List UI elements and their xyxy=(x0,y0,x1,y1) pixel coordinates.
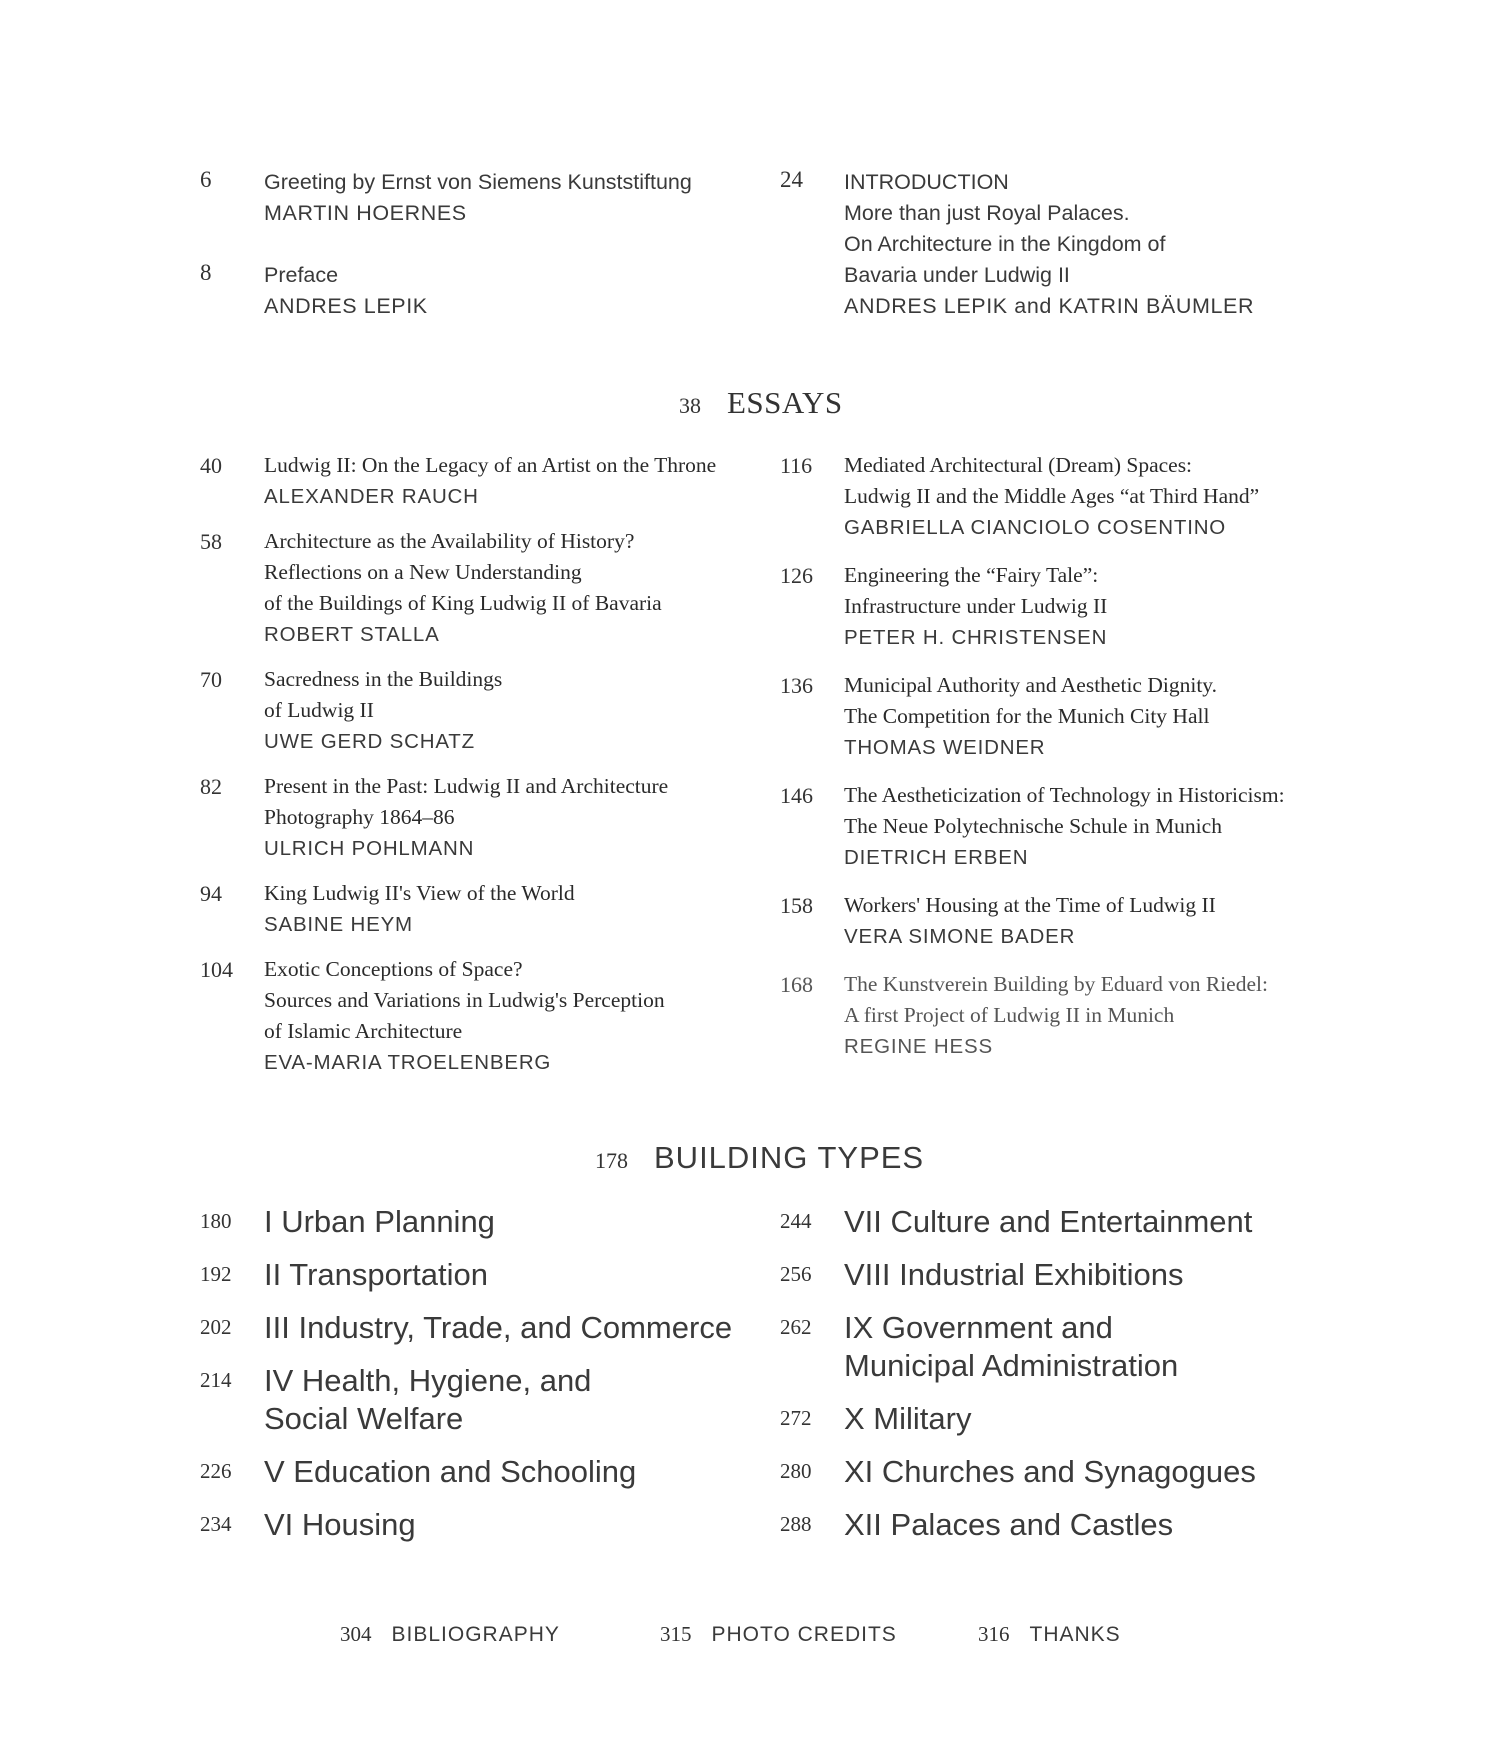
toc-entry[interactable] xyxy=(200,771,760,864)
page-number: 272 xyxy=(780,1406,812,1430)
toc-entry[interactable] xyxy=(200,450,760,512)
entry-title: of the Buildings of King Ludwig II of Bavaria xyxy=(264,591,662,615)
toc-entry[interactable] xyxy=(200,1362,760,1438)
entry-title: THANKS xyxy=(1029,1623,1121,1646)
page-number: 6 xyxy=(200,167,212,192)
entry-title: Sacredness in the Buildings xyxy=(264,667,503,691)
page-number: 226 xyxy=(200,1459,232,1483)
entry-author: UWE GERD SCHATZ xyxy=(264,730,475,753)
toc-entry[interactable] xyxy=(780,1256,1340,1294)
toc-entry[interactable] xyxy=(780,1506,1340,1544)
entry-title: VIII Industrial Exhibitions xyxy=(844,1257,1184,1292)
entry-title: Reflections on a New Understanding xyxy=(264,560,582,584)
section-title: BUILDING TYPES xyxy=(654,1140,925,1175)
entry-author: THOMAS WEIDNER xyxy=(844,736,1046,759)
page-number: 82 xyxy=(200,774,222,799)
entry-author: GABRIELLA CIANCIOLO COSENTINO xyxy=(844,516,1227,539)
page-number: 315 xyxy=(660,1622,692,1646)
entry-title: IV Health, Hygiene, and xyxy=(264,1363,592,1398)
toc-entry[interactable] xyxy=(780,780,1340,873)
essays-section-heading[interactable] xyxy=(679,385,843,421)
page-number: 70 xyxy=(200,667,222,692)
entry-title: The Neue Polytechnische Schule in Munich xyxy=(844,814,1222,838)
page-number: 280 xyxy=(780,1459,812,1483)
entry-title: V Education and Schooling xyxy=(264,1454,637,1489)
toc-entry[interactable] xyxy=(780,1203,1340,1241)
entry-author: ALEXANDER RAUCH xyxy=(264,485,479,508)
entry-title: PHOTO CREDITS xyxy=(711,1623,897,1646)
entry-title: Ludwig II and the Middle Ages “at Third Hand” xyxy=(844,484,1260,508)
toc-entry-photo-credits[interactable] xyxy=(660,1622,897,1647)
entry-title: IX Government and xyxy=(844,1310,1113,1345)
entry-author: EVA-MARIA TROELENBERG xyxy=(264,1051,552,1074)
entry-title: of Islamic Architecture xyxy=(264,1019,463,1043)
page-number: 256 xyxy=(780,1262,812,1286)
entry-title: Mediated Architectural (Dream) Spaces: xyxy=(844,453,1193,477)
section-page-number: 38 xyxy=(679,393,701,418)
entry-title: I Urban Planning xyxy=(264,1204,495,1239)
entry-title: of Ludwig II xyxy=(264,698,374,722)
toc-entry[interactable] xyxy=(200,878,760,940)
entry-title: VII Culture and Entertainment xyxy=(844,1204,1253,1239)
toc-entry[interactable] xyxy=(780,1453,1340,1491)
entry-title: Sources and Variations in Ludwig's Perception xyxy=(264,988,665,1012)
page-number: 262 xyxy=(780,1315,812,1339)
toc-entry[interactable] xyxy=(200,526,760,650)
entry-author: ANDRES LEPIK xyxy=(264,294,428,318)
page-number: 58 xyxy=(200,529,222,554)
entry-author: ROBERT STALLA xyxy=(264,623,440,646)
toc-entry[interactable] xyxy=(780,450,1340,543)
entry-author: ULRICH POHLMANN xyxy=(264,837,475,860)
front-matter-left-column xyxy=(200,167,740,353)
toc-entry[interactable] xyxy=(200,664,760,757)
page-number: 116 xyxy=(780,453,813,478)
entry-title: Ludwig II: On the Legacy of an Artist on the Throne xyxy=(264,453,717,477)
page-number: 244 xyxy=(780,1209,812,1233)
entry-subtitle: Bavaria under Ludwig II xyxy=(844,263,1070,287)
building-types-right-column xyxy=(780,1203,1340,1559)
entry-title: Social Welfare xyxy=(264,1401,464,1436)
page-number: 24 xyxy=(780,167,803,192)
entry-title: Architecture as the Availability of History? xyxy=(264,529,635,553)
toc-entry[interactable] xyxy=(780,969,1340,1062)
entry-title: Photography 1864–86 xyxy=(264,805,455,829)
page-number: 168 xyxy=(780,972,813,997)
entry-author: MARTIN HOERNES xyxy=(264,201,467,225)
entry-title: INTRODUCTION xyxy=(844,170,1009,194)
toc-entry[interactable] xyxy=(780,560,1340,653)
page-number: 94 xyxy=(200,881,222,906)
entry-title: X Military xyxy=(844,1401,972,1436)
page-number: 214 xyxy=(200,1368,232,1392)
entry-author: DIETRICH ERBEN xyxy=(844,846,1029,869)
page-number: 288 xyxy=(780,1512,812,1536)
entry-title: The Competition for the Munich City Hall xyxy=(844,704,1210,728)
page-number: 146 xyxy=(780,783,813,808)
toc-entry[interactable] xyxy=(200,1203,760,1241)
toc-entry[interactable] xyxy=(780,1309,1340,1385)
toc-entry-greeting[interactable] xyxy=(200,167,740,229)
building-types-section-heading[interactable] xyxy=(595,1140,924,1176)
entry-title: Greeting by Ernst von Siemens Kunststiftung xyxy=(264,170,692,194)
entry-title: Exotic Conceptions of Space? xyxy=(264,957,523,981)
page-number: 304 xyxy=(340,1622,372,1646)
toc-entry[interactable] xyxy=(780,1400,1340,1438)
section-page-number: 178 xyxy=(595,1148,628,1173)
page-number: 104 xyxy=(200,957,233,982)
entry-subtitle: More than just Royal Palaces. xyxy=(844,201,1130,225)
section-title: ESSAYS xyxy=(727,385,843,420)
page-number: 158 xyxy=(780,893,813,918)
toc-entry[interactable] xyxy=(780,670,1340,763)
entry-title: A first Project of Ludwig II in Munich xyxy=(844,1003,1175,1027)
entry-title: XII Palaces and Castles xyxy=(844,1507,1174,1542)
toc-entry-introduction[interactable] xyxy=(780,167,1340,322)
entry-title: Engineering the “Fairy Tale”: xyxy=(844,563,1099,587)
entry-author: REGINE HESS xyxy=(844,1035,993,1058)
entry-title: Municipal Authority and Aesthetic Dignity. xyxy=(844,673,1218,697)
page-number: 180 xyxy=(200,1209,232,1233)
page-number: 192 xyxy=(200,1262,232,1286)
toc-entry[interactable] xyxy=(200,954,760,1078)
building-types-left-column xyxy=(200,1203,760,1559)
page-number: 8 xyxy=(200,260,212,285)
toc-entry[interactable] xyxy=(200,1453,760,1491)
entry-title: III Industry, Trade, and Commerce xyxy=(264,1310,733,1345)
front-matter-right-column xyxy=(780,167,1340,353)
toc-entry[interactable] xyxy=(200,1309,760,1347)
page-number: 202 xyxy=(200,1315,232,1339)
entry-title: Workers' Housing at the Time of Ludwig II xyxy=(844,893,1216,917)
entry-title: Infrastructure under Ludwig II xyxy=(844,594,1108,618)
toc-entry[interactable] xyxy=(780,890,1340,952)
entry-title: XI Churches and Synagogues xyxy=(844,1454,1256,1489)
entry-title: The Kunstverein Building by Eduard von Riedel: xyxy=(844,972,1268,996)
entry-title: VI Housing xyxy=(264,1507,416,1542)
essays-left-column xyxy=(200,450,760,1092)
entry-author: SABINE HEYM xyxy=(264,913,413,936)
toc-entry-bibliography[interactable] xyxy=(340,1622,560,1647)
entry-author: PETER H. CHRISTENSEN xyxy=(844,626,1108,649)
toc-entry[interactable] xyxy=(200,1506,760,1544)
entry-title: Preface xyxy=(264,263,339,287)
entry-subtitle: On Architecture in the Kingdom of xyxy=(844,232,1166,256)
entry-author: VERA SIMONE BADER xyxy=(844,925,1076,948)
page-number: 316 xyxy=(978,1622,1010,1646)
essays-right-column xyxy=(780,450,1340,1079)
entry-title: Present in the Past: Ludwig II and Architecture xyxy=(264,774,669,798)
page-number: 40 xyxy=(200,453,222,478)
page-number: 234 xyxy=(200,1512,232,1536)
entry-title: Municipal Administration xyxy=(844,1348,1179,1383)
entry-title: King Ludwig II's View of the World xyxy=(264,881,575,905)
entry-title: II Transportation xyxy=(264,1257,489,1292)
page-number: 126 xyxy=(780,563,813,588)
page-number: 136 xyxy=(780,673,813,698)
toc-entry-preface[interactable] xyxy=(200,260,740,322)
entry-author: ANDRES LEPIK and KATRIN BÄUMLER xyxy=(844,294,1255,318)
toc-entry-thanks[interactable] xyxy=(978,1622,1121,1647)
entry-title: BIBLIOGRAPHY xyxy=(391,1623,560,1646)
toc-entry[interactable] xyxy=(200,1256,760,1294)
entry-title: The Aestheticization of Technology in Historicism: xyxy=(844,783,1285,807)
